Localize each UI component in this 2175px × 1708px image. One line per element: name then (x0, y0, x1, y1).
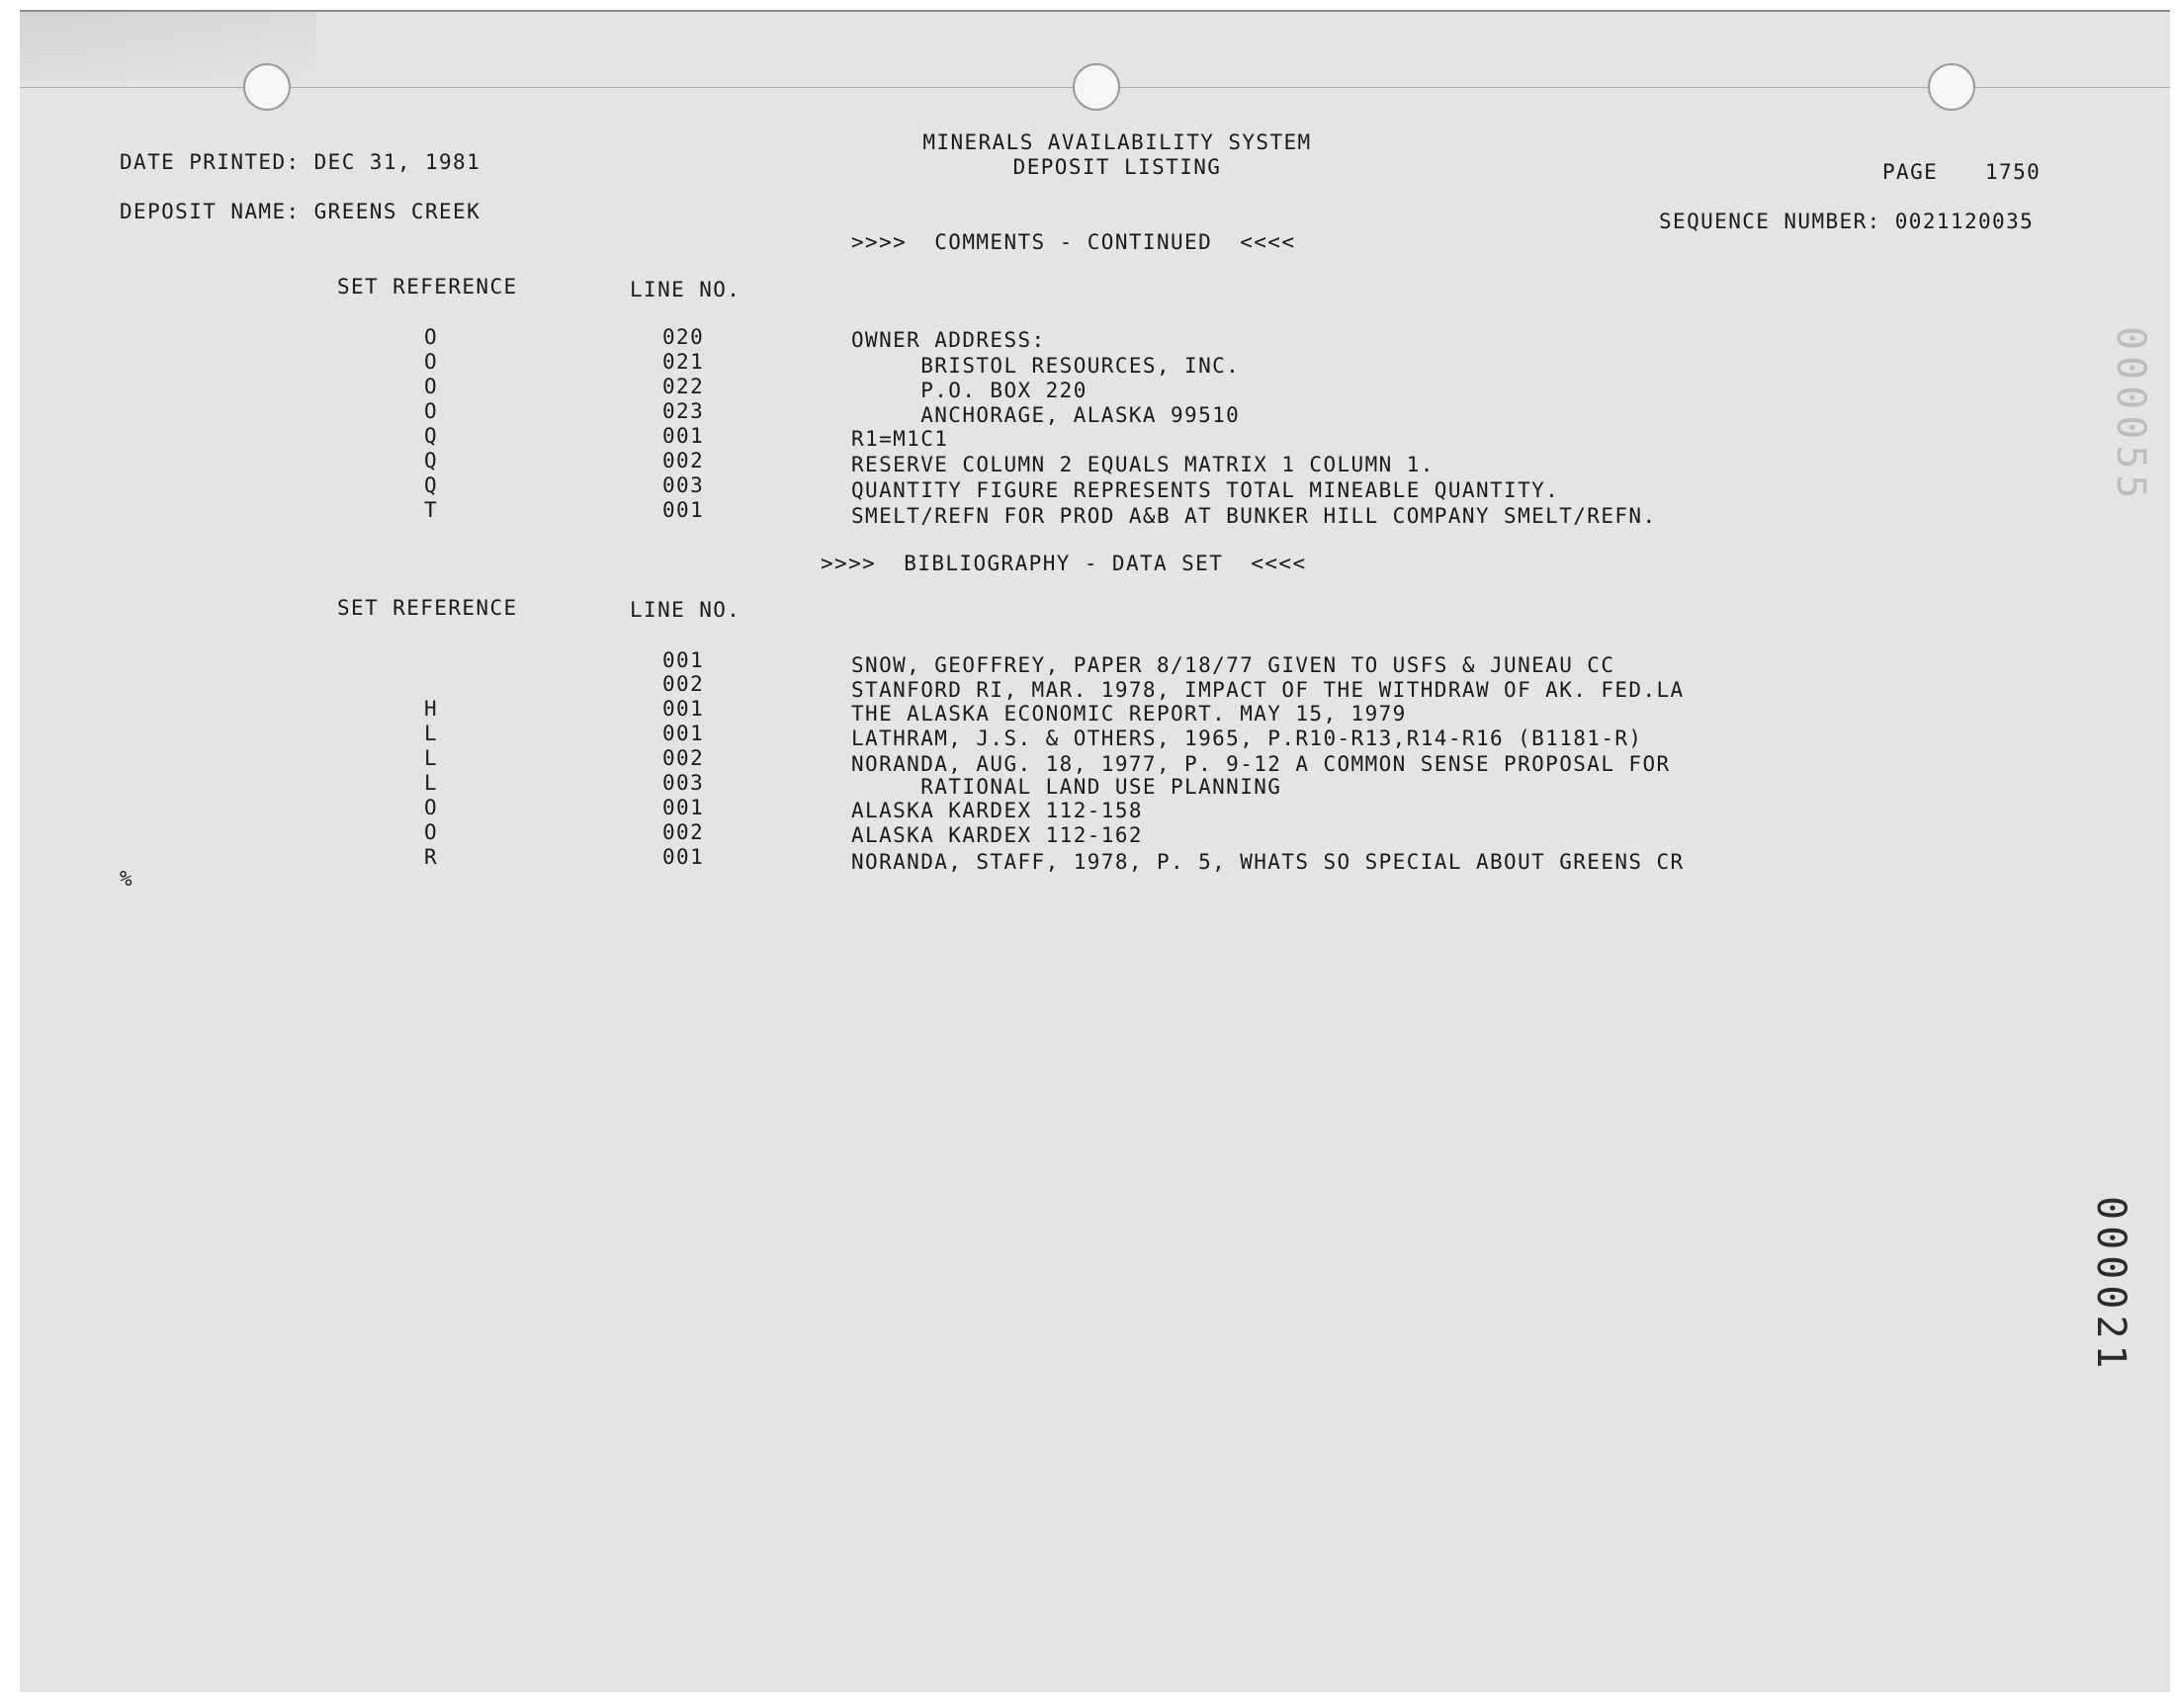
bibliography-section-title: >>>> BIBLIOGRAPHY - DATA SET <<<< (821, 552, 1307, 575)
line-no: 001 (662, 722, 705, 745)
line-no: 001 (662, 648, 705, 672)
bibliography-text: NORANDA, AUG. 18, 1977, P. 9-12 A COMMON SENSE PROPOSAL FOR (851, 752, 1671, 776)
line-no: 002 (662, 449, 705, 472)
line-no: 001 (662, 697, 705, 721)
set-reference: H (424, 697, 439, 721)
line-no: 002 (662, 746, 705, 770)
set-reference: O (424, 399, 439, 423)
line-no: 001 (662, 796, 705, 819)
set-reference: Q (424, 449, 439, 472)
sequence-number: SEQUENCE NUMBER: 0021120035 (1659, 210, 2035, 233)
line-no: 020 (662, 325, 705, 349)
set-reference: O (424, 325, 439, 349)
bibliography-text: LATHRAM, J.S. & OTHERS, 1965, P.R10-R13,R14-R16 (B1181-R) (851, 726, 1643, 750)
comment-text: P.O. BOX 220 (851, 379, 1088, 402)
line-no: 003 (662, 473, 705, 497)
line-no: 001 (662, 498, 705, 522)
binder-hole-center (1073, 63, 1120, 111)
set-reference: L (424, 771, 439, 795)
comment-text: BRISTOL RESOURCES, INC. (851, 354, 1241, 378)
bibliography-text: THE ALASKA ECONOMIC REPORT. MAY 15, 1979 (851, 702, 1407, 726)
line-no: 003 (662, 771, 705, 795)
line-no: 002 (662, 672, 705, 696)
date-printed: DATE PRINTED: DEC 31, 1981 (120, 150, 481, 174)
set-reference: Q (424, 473, 439, 497)
bibliography-text: NORANDA, STAFF, 1978, P. 5, WHATS SO SPECIAL ABOUT GREENS CR (851, 850, 1685, 874)
set-reference: R (424, 845, 439, 869)
line-no: 002 (662, 820, 705, 844)
comments-section-title: >>>> COMMENTS - CONTINUED <<<< (851, 230, 1296, 254)
comment-text: RESERVE COLUMN 2 EQUALS MATRIX 1 COLUMN 1. (851, 453, 1435, 476)
deposit-name: DEPOSIT NAME: GREENS CREEK (120, 200, 481, 223)
set-reference: T (424, 498, 439, 522)
system-title: MINERALS AVAILABILITY SYSTEM (922, 130, 1312, 154)
bibliography-text: ALASKA KARDEX 112-158 (851, 799, 1143, 822)
line-no: 022 (662, 375, 705, 398)
line-no: 001 (662, 424, 705, 448)
end-of-listing-mark: % (120, 867, 134, 891)
comment-text: QUANTITY FIGURE REPRESENTS TOTAL MINEABLE QUANTITY. (851, 478, 1560, 502)
page-number: 1750 (1985, 160, 2042, 184)
faint-frame-stamp: 000055 (2108, 326, 2153, 505)
set-reference: Q (424, 424, 439, 448)
page-label: PAGE (1882, 160, 1939, 184)
bibliography-text: ALASKA KARDEX 112-162 (851, 823, 1143, 847)
bibliography-text: STANFORD RI, MAR. 1978, IMPACT OF THE WITHDRAW OF AK. FED.LA (851, 678, 1685, 702)
comments-col-set-reference: SET REFERENCE (337, 275, 518, 299)
line-no: 021 (662, 350, 705, 374)
set-reference: O (424, 796, 439, 819)
comment-text: R1=M1C1 (851, 427, 949, 451)
binder-hole-right (1928, 63, 1975, 111)
binder-hole-left (243, 63, 291, 111)
comments-col-line-no: LINE NO. (630, 278, 741, 301)
set-reference: L (424, 746, 439, 770)
set-reference: L (424, 722, 439, 745)
line-no: 001 (662, 845, 705, 869)
set-reference: O (424, 375, 439, 398)
frame-number-stamp: 000021 (2088, 1196, 2133, 1375)
comment-text: OWNER ADDRESS: (851, 328, 1046, 352)
bibliography-text: RATIONAL LAND USE PLANNING (851, 775, 1282, 799)
line-no: 023 (662, 399, 705, 423)
bibliography-col-set-reference: SET REFERENCE (337, 596, 518, 620)
comment-text: ANCHORAGE, ALASKA 99510 (851, 403, 1241, 427)
set-reference: O (424, 350, 439, 374)
bibliography-text: SNOW, GEOFFREY, PAPER 8/18/77 GIVEN TO USFS & JUNEAU CC (851, 653, 1615, 677)
listing-title: DEPOSIT LISTING (1012, 155, 1222, 179)
set-reference: O (424, 820, 439, 844)
bibliography-col-line-no: LINE NO. (630, 598, 741, 622)
comment-text: SMELT/REFN FOR PROD A&B AT BUNKER HILL COMPANY SMELT/REFN. (851, 504, 1657, 528)
